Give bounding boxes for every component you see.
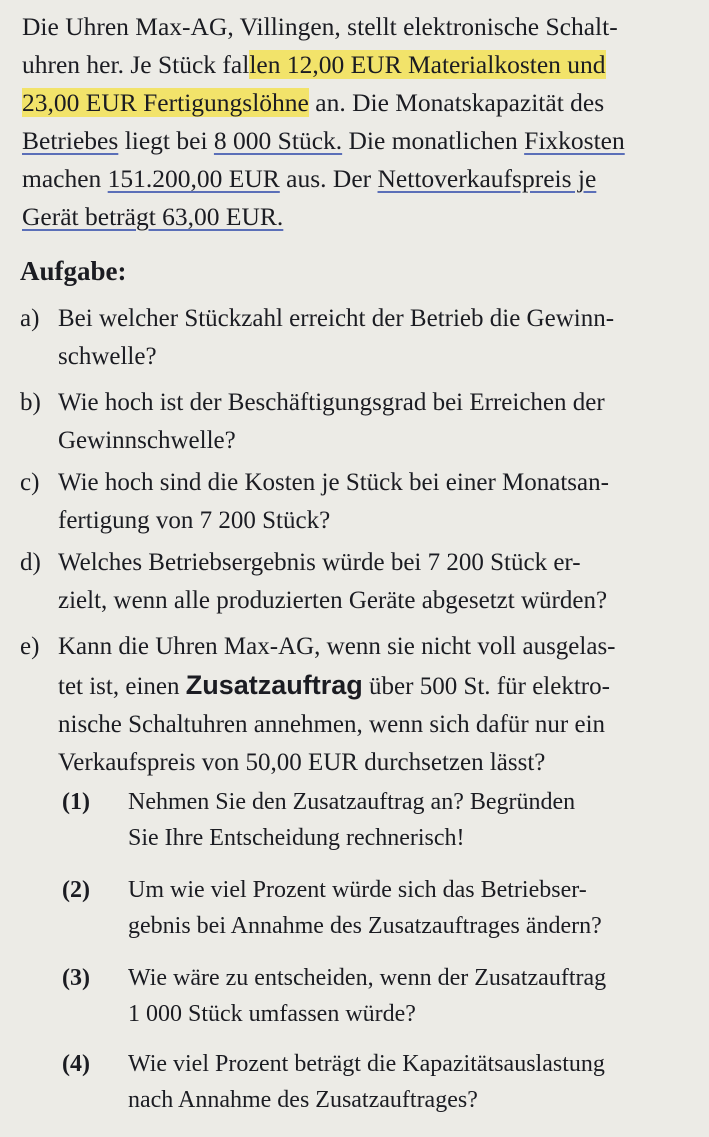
intro-text: Die Uhren Max-AG, Villingen, stellt elektronische Schalt-	[22, 12, 618, 41]
question-label: b)	[20, 389, 41, 416]
question-e	[20, 628, 692, 782]
question-text	[58, 544, 692, 620]
highlighted-text: 23,00 EUR Fertigungslöhne	[22, 88, 309, 117]
subquestion-text	[128, 1046, 692, 1118]
question-line: Kann die Uhren Max-AG, wenn sie nicht voll ausgelas-	[58, 633, 616, 660]
underlined-text: Betriebes	[22, 126, 119, 155]
intro-text: an. Die Monatskapazität des	[308, 88, 605, 117]
subquestion-text	[128, 872, 692, 944]
question-b	[20, 384, 692, 460]
underlined-text: Nettoverkaufspreis je	[377, 164, 597, 193]
question-line	[58, 666, 692, 706]
subquestion-line: gebnis bei Annahme des Zusatzauftrages ändern?	[128, 913, 602, 939]
subquestion-line: Sie Ihre Entscheidung rechnerisch!	[128, 825, 465, 851]
question-label: a)	[20, 305, 40, 332]
question-line: nische Schaltuhren annehmen, wenn sich dafür nur ein	[58, 711, 606, 738]
subquestion-4	[62, 1046, 692, 1118]
subquestion-label: (2)	[62, 877, 90, 903]
subquestion-text	[128, 960, 692, 1032]
question-text	[58, 464, 692, 540]
question-line: Wie hoch sind die Kosten je Stück bei einer Monatsan-	[58, 469, 609, 496]
intro-paragraph	[22, 8, 690, 236]
subquestion-label: (3)	[62, 965, 90, 991]
underlined-text: 151.200,00 EUR	[107, 164, 280, 193]
intro-line	[22, 122, 690, 160]
question-label: c)	[20, 469, 40, 496]
intro-text: Die monatlichen	[342, 126, 525, 155]
intro-text: aus. Der	[279, 164, 378, 193]
intro-line	[22, 160, 690, 198]
question-a	[20, 300, 692, 376]
subquestion-1	[62, 784, 692, 856]
question-line: Welches Betriebsergebnis würde bei 7 200 Stück er-	[58, 549, 581, 576]
question-line: zielt, wenn alle produzierten Geräte abgesetzt würden?	[58, 587, 608, 614]
subquestion-line: Nehmen Sie den Zusatzauftrag an? Begründen	[128, 789, 576, 815]
question-line: fertigung von 7 200 Stück?	[58, 507, 331, 534]
subquestion-line: Wie wäre zu entscheiden, wenn der Zusatzauftrag	[128, 965, 607, 991]
question-c	[20, 464, 692, 540]
subquestion-label: (4)	[62, 1051, 90, 1077]
subquestion-line: Wie viel Prozent beträgt die Kapazitätsauslastung	[128, 1051, 605, 1077]
question-line: schwelle?	[58, 343, 157, 370]
subquestion-label: (1)	[62, 789, 90, 815]
intro-text: liegt bei	[118, 126, 214, 155]
subquestion-line: nach Annahme des Zusatzauftrages?	[128, 1087, 478, 1113]
question-text	[58, 384, 692, 460]
question-line: Wie hoch ist der Beschäftigungsgrad bei Erreichen der	[58, 389, 605, 416]
highlighted-text: len 12,00 EUR Materialkosten und	[249, 50, 606, 79]
question-fragment: über 500 St. für elektro-	[362, 673, 610, 700]
question-line: Gewinnschwelle?	[58, 427, 236, 454]
underlined-text: Fixkosten	[524, 126, 625, 155]
subquestion-text	[128, 784, 692, 856]
question-text	[58, 300, 692, 376]
intro-text: uhren her. Je Stück fal	[22, 50, 250, 79]
intro-line	[22, 8, 690, 46]
intro-line	[22, 84, 690, 122]
question-label: d)	[20, 549, 41, 576]
subquestion-3	[62, 960, 692, 1032]
question-text	[58, 628, 692, 782]
subquestion-line: Um wie viel Prozent würde sich das Betriebser-	[128, 877, 587, 903]
intro-line	[22, 198, 690, 236]
task-heading: Aufgabe:	[20, 256, 127, 286]
question-line: Verkaufspreis von 50,00 EUR durchsetzen lässt?	[58, 749, 546, 776]
question-line: Bei welcher Stückzahl erreicht der Betrieb die Gewinn-	[58, 305, 615, 332]
subquestion-2	[62, 872, 692, 944]
intro-line	[22, 46, 690, 84]
emphasized-term: Zusatzauftrag	[185, 670, 363, 700]
underlined-text: 8 000 Stück.	[213, 126, 343, 155]
subquestion-line: 1 000 Stück umfassen würde?	[128, 1001, 416, 1027]
question-fragment: tet ist, einen	[58, 673, 186, 700]
question-d	[20, 544, 692, 620]
intro-text: machen	[22, 164, 108, 193]
question-label: e)	[20, 633, 40, 660]
underlined-text: Gerät beträgt 63,00 EUR.	[22, 202, 284, 231]
